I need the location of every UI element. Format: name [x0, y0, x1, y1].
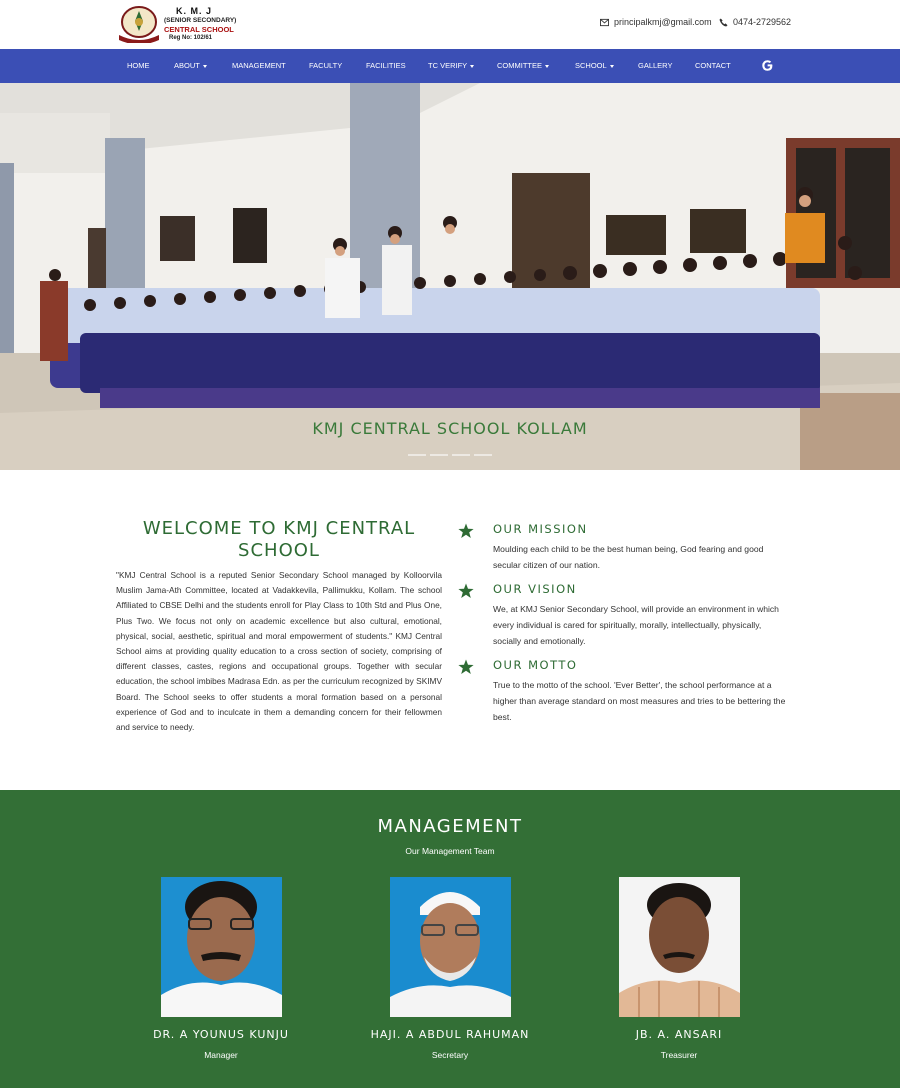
motto-title: OUR MOTTO: [493, 658, 578, 672]
main-nav: [0, 49, 900, 83]
vision-text: We, at KMJ Senior Secondary School, will provide an environment in which every individual is cared for spiritually, morally, intellectually, physically, socially and emotionally.: [493, 604, 779, 646]
nav-home[interactable]: [127, 49, 150, 83]
nav-about[interactable]: [174, 49, 207, 83]
management-subtitle: Our Management Team: [405, 846, 495, 856]
hero-caption: KMJ CENTRAL SCHOOL KOLLAM: [312, 419, 588, 438]
nav-gallery[interactable]: [638, 49, 672, 83]
star-icon: [458, 583, 474, 599]
nav-contact[interactable]: [695, 49, 731, 83]
management-section: [0, 790, 900, 1088]
caret-down-icon: [545, 65, 549, 68]
nav-tc-verify[interactable]: [428, 49, 474, 83]
carousel-dot[interactable]: [408, 454, 426, 456]
school-photo: [0, 83, 900, 470]
logo-line-4: Reg No: 102/61: [169, 35, 213, 41]
phone-icon: [719, 18, 728, 27]
member-photo[interactable]: [390, 877, 511, 1017]
email-text: principalkmj@gmail.com: [614, 17, 712, 27]
top-header: [0, 0, 900, 49]
welcome-title: WELCOME TO KMJ CENTRAL SCHOOL: [142, 518, 416, 561]
nav-management[interactable]: [232, 49, 286, 83]
member-name: DR. A YOUNUS KUNJU: [153, 1028, 289, 1041]
google-icon[interactable]: [761, 59, 774, 72]
mission-text: Moulding each child to be the best human being, God fearing and good secular citizen of our nation.: [493, 544, 764, 570]
email-contact[interactable]: [600, 17, 712, 27]
member-photo[interactable]: [619, 877, 740, 1017]
school-emblem-icon: [116, 5, 162, 43]
nav-faculty[interactable]: [309, 49, 342, 83]
nav-facilities[interactable]: [366, 49, 406, 83]
member-name: HAJI. A ABDUL RAHUMAN: [370, 1028, 530, 1041]
nav-label: MANAGEMENT: [232, 61, 286, 70]
caret-down-icon: [203, 65, 207, 68]
vision-title: OUR VISION: [493, 582, 577, 596]
nav-label: FACILITIES: [366, 61, 406, 70]
welcome-text: "KMJ Central School is a reputed Senior Secondary School managed by Kolloorvila Muslim Jama-Ath Committee, located at Vadakkevila, Pallimukku, Kollam. The school Affiliated to CBSE Delhi and the students enroll for Play Class to 10th Std and Plus One, Plus Two. We focus not only on academic excellence but also cultural, emotional, physical, social, aesthetic, spiritual and moral empowerment of students." KMJ Central School aims at providing quality education to a cross section of society, comprising of different classes, castes, regions and occupational groups. Together with secular education, the school imbibes Madrasa Edn. as per the curriculum recognized by SKIMV Board. The School seeks to offer students a moral formation based on a personal experience of God and to inculcate in them a demanding concern for their fellowmen and service to needy.: [116, 570, 442, 733]
nav-label: GALLERY: [638, 61, 673, 70]
member-role: Manager: [204, 1050, 238, 1060]
mission-title: OUR MISSION: [493, 522, 588, 536]
management-title: MANAGEMENT: [377, 816, 523, 837]
star-icon: [458, 659, 474, 675]
member-role: Secretary: [431, 1050, 469, 1060]
member-role: Treasurer: [660, 1050, 698, 1060]
caret-down-icon: [470, 65, 474, 68]
envelope-icon: [600, 18, 609, 27]
carousel-dot[interactable]: [430, 454, 448, 456]
nav-label: FACULTY: [309, 61, 343, 70]
logo-line-2: (SENIOR SECONDARY): [164, 17, 237, 24]
carousel-indicators[interactable]: [408, 454, 492, 456]
carousel-dot[interactable]: [452, 454, 470, 456]
nav-label: TC VERIFY: [428, 61, 468, 70]
motto-text: True to the motto of the school. 'Ever Better', the school performance at a higher than average standard on most measures and tries to be bettering the best.: [493, 680, 786, 722]
carousel-dot[interactable]: [474, 454, 492, 456]
nav-label: COMMITTEE: [497, 61, 542, 70]
nav-label: HOME: [127, 61, 150, 70]
nav-label: CONTACT: [695, 61, 731, 70]
nav-school[interactable]: [575, 49, 614, 83]
phone-contact[interactable]: [719, 17, 791, 27]
caret-down-icon: [610, 65, 614, 68]
member-photo[interactable]: [161, 877, 282, 1017]
nav-label: SCHOOL: [575, 61, 607, 70]
nav-label: ABOUT: [174, 61, 200, 70]
phone-text: 0474-2729562: [733, 17, 792, 27]
member-name: JB. A. ANSARI: [635, 1028, 723, 1041]
hero-banner: [0, 83, 900, 470]
star-icon: [458, 523, 474, 539]
nav-committee[interactable]: [497, 49, 549, 83]
logo-line-1: K. M. J: [176, 6, 213, 16]
logo-line-3: CENTRAL SCHOOL: [164, 25, 234, 34]
school-logo[interactable]: [116, 4, 236, 44]
